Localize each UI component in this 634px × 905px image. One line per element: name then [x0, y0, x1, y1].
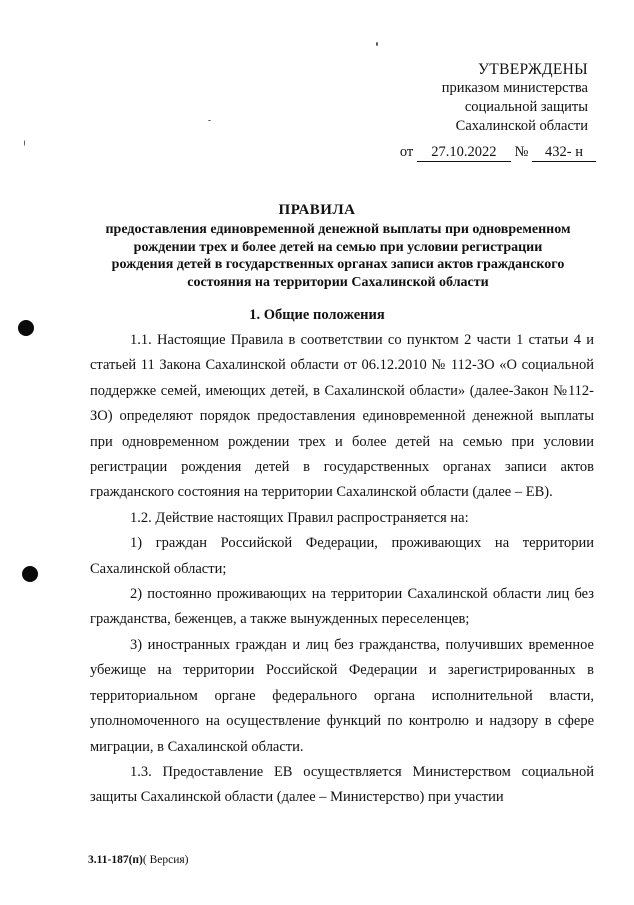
scan-speck — [24, 140, 25, 146]
order-number-label: № — [514, 144, 529, 160]
list-item-3: 3) иностранных граждан и лиц без гражданства, получивших временное убежище на территории Российской Федерации и зарегистрированных в территориальном органе федерального органа исполнительной власти, уполномоченного на осуществление функций по контролю и надзору в сфере миграции, в Сахалинской области. — [90, 636, 594, 755]
footer-code: 3.11-187(п) — [88, 854, 143, 866]
order-reference — [400, 144, 596, 162]
subtitle-line: рождения детей в государственных органах записи актов гражданского — [111, 257, 565, 273]
approval-line: социальной защиты — [464, 99, 588, 115]
scan-speck — [376, 42, 378, 46]
page-footer — [88, 854, 188, 866]
order-number: 432- н — [532, 144, 596, 162]
scan-speck — [208, 120, 211, 121]
punch-hole — [22, 566, 38, 582]
approval-block — [442, 60, 588, 136]
subtitle-line: рождении трех и более детей на семью при условии регистрации — [133, 239, 543, 255]
subtitle-line: предоставления единовременной денежной выплаты при одновременном — [105, 222, 571, 237]
document-subtitle — [82, 221, 594, 291]
list-item-1: 1) граждан Российской Федерации, проживающих на территории Сахалинской области; — [90, 535, 594, 577]
paragraph-1-1: 1.1. Настоящие Правила в соответствии со пунктом 2 части 1 статьи 4 и статьей 11 Закона Сахалинской области от 06.12.2010 № 112-ЗО «О социальной поддержке семей, имеющих детей, в Сахалинской области» (далее-Закон №112-ЗО) определяют порядок предоставления единовременной денежной выплаты при одновременном рождении трех и более детей на семью при условии регистрации рождения детей в государственных органах записи актов гражданского состояния на территории Сахалинской области (далее – ЕВ). — [90, 332, 594, 501]
approval-line: Сахалинской области — [455, 118, 588, 134]
paragraph-1-3: 1.3. Предоставление ЕВ осуществляется Министерством социальной защиты Сахалинской области (далее – Министерство) при участии — [90, 763, 594, 806]
approval-line: приказом министерства — [441, 80, 588, 96]
document-title: ПРАВИЛА — [278, 202, 356, 218]
paragraph-1-2: 1.2. Действие настоящих Правил распространяется на: — [130, 509, 469, 526]
document-body — [90, 328, 594, 811]
list-item-2: 2) постоянно проживающих на территории Сахалинской области лиц без гражданства, беженцев, а также вынужденных переселенцев; — [90, 586, 594, 628]
footer-version: ( Версия) — [142, 854, 189, 866]
order-from-label: от — [399, 144, 414, 160]
approval-heading: УТВЕРЖДЕНЫ — [478, 61, 588, 78]
order-date: 27.10.2022 — [417, 144, 511, 162]
section-heading: 1. Общие положения — [249, 307, 385, 323]
subtitle-line: состояния на территории Сахалинской области — [187, 274, 489, 290]
